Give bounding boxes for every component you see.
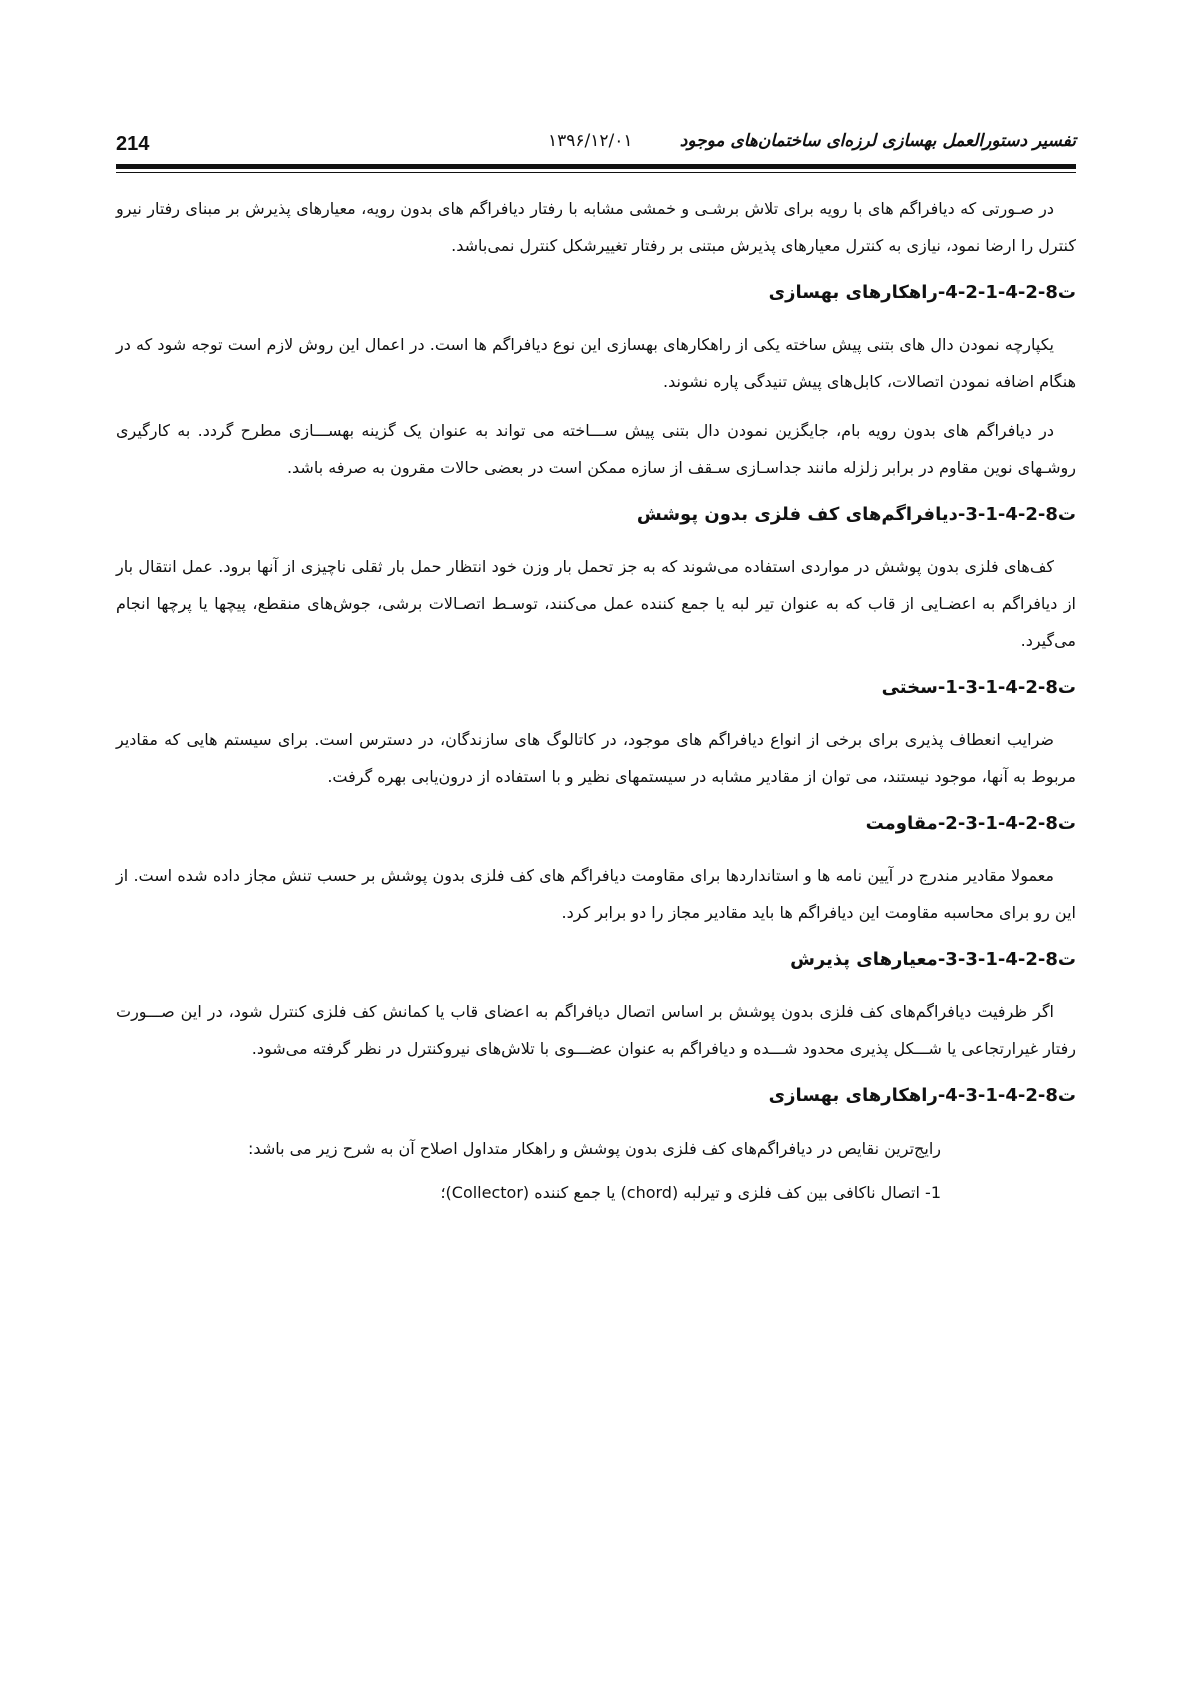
page-number: 214	[116, 133, 150, 155]
paragraph-6: معمولا مقادیر مندرج در آیین نامه ها و استانداردها برای مقاومت دیافراگم های کف فلزی بدون پوشش بر حسب تنش مجاز داده شده است. از این رو برای محاسبه مقاومت این دیافراگم ها باید مقادیر مجاز را دو برابر کرد.	[116, 866, 1076, 922]
section-heading-strengthening-2: ت8-2-4-1-3-4-راهکارهای بهسازی	[768, 1085, 1076, 1106]
header-rule-thin	[116, 172, 1076, 173]
header-title: تفسیر دستورالعمل بهسازی لرزه‌ای ساختمان‌های موجود	[679, 131, 1076, 151]
paragraph-3: در دیافراگم های بدون رویه بام، جایگزین نمودن دال بتنی پیش ســـاخته می تواند به عنوان یک گزینه بهســـازی مطرح گردد. به کارگیری روشـهای نوین مقاوم در برابر زلزله مانند جداسـازی سـقف از سازه ممکن است در بعضی حالات مقرون به صرفه باشد.	[116, 421, 1076, 477]
paragraph-7: اگر ظرفیت دیافراگم‌های کف فلزی بدون پوشش بر اساس اتصال دیافراگم به اعضای قاب یا کمانش کف فلزی کنترل شود، در این صـــورت رفتار غیرارتجاعی یا شـــکل پذیری محدود شـــده و دیافراگم به عنوان عضـــوی با تلاش‌های نیروکنترل در نظر گرفته می‌شود.	[116, 1002, 1076, 1058]
header-date: ۱۳۹۶/۱۲/۰۱	[548, 131, 633, 151]
paragraph-8: رایج‌ترین نقایص در دیافراگم‌های کف فلزی بدون پوشش و راهکار متداول اصلاح آن به شرح زیر می باشد:	[248, 1139, 941, 1158]
header-rule-thick	[116, 164, 1076, 169]
section-heading-strength: ت8-2-4-1-3-2-مقاومت	[865, 813, 1076, 834]
paragraph-2: یکپارچه نمودن دال های بتنی پیش ساخته یکی از راهکارهای بهسازی این نوع دیافراگم ها است. در اعمال این روش لازم است توجه شود که در هنگام اضافه نمودن اتصالات، کابل‌های پیش تنیدگی پاره نشوند.	[116, 335, 1076, 391]
section-heading-strengthening-1: ت8-2-4-1-2-4-راهکارهای بهسازی	[768, 282, 1076, 303]
paragraph-5: ضرایب انعطاف پذیری برای برخی از انواع دیافراگم های موجود، در کاتالوگ های سازندگان، در دسترس است. برای سیستم هایی که مقادیر مربوط به آنها، موجود نیستند، می توان از مقادیر مشابه در سیستمهای نظیر و با استفاده از درون‌یابی بهره گرفت.	[116, 730, 1076, 786]
paragraph-4: کف‌های فلزی بدون پوشش در مواردی استفاده می‌شوند که به جز تحمل بار وزن خود انتظار حمل بار ثقلی ناچیزی از آنها برود. عمل انتقال بار از دیافراگم به اعضـایی از قاب که به عنوان تیر لبه یا جمع کننده عمل می‌کنند، توسـط اتصـالات برشی، جوش‌های منقطع، پیچها یا پرچها انجام می‌گیرد.	[116, 557, 1076, 650]
section-heading-bare-metal-deck: ت8-2-4-1-3-دیافراگم‌های کف فلزی بدون پوشش	[636, 504, 1076, 525]
page-content	[116, 190, 1076, 1213]
list-item-1: 1- اتصال ناکافی بین کف فلزی و تیرلبه (chord) یا جمع کننده (Collector)؛	[440, 1183, 941, 1202]
section-heading-acceptance-criteria: ت8-2-4-1-3-3-معیارهای پذیرش	[790, 949, 1076, 970]
section-heading-stiffness: ت8-2-4-1-3-1-سختی	[881, 677, 1076, 698]
paragraph-1: در صـورتی که دیافراگم های با رویه برای تلاش برشـی و خمشی مشابه با رفتار دیافراگم های بدون رویه، معیارهای پذیرش بر مبنای رفتار نیرو کنترل را ارضا نمود، نیازی به کنترل معیارهای پذیرش مبتنی بر رفتار تغییرشکل کنترل نمی‌باشد.	[116, 199, 1076, 255]
page-header	[116, 125, 1076, 159]
